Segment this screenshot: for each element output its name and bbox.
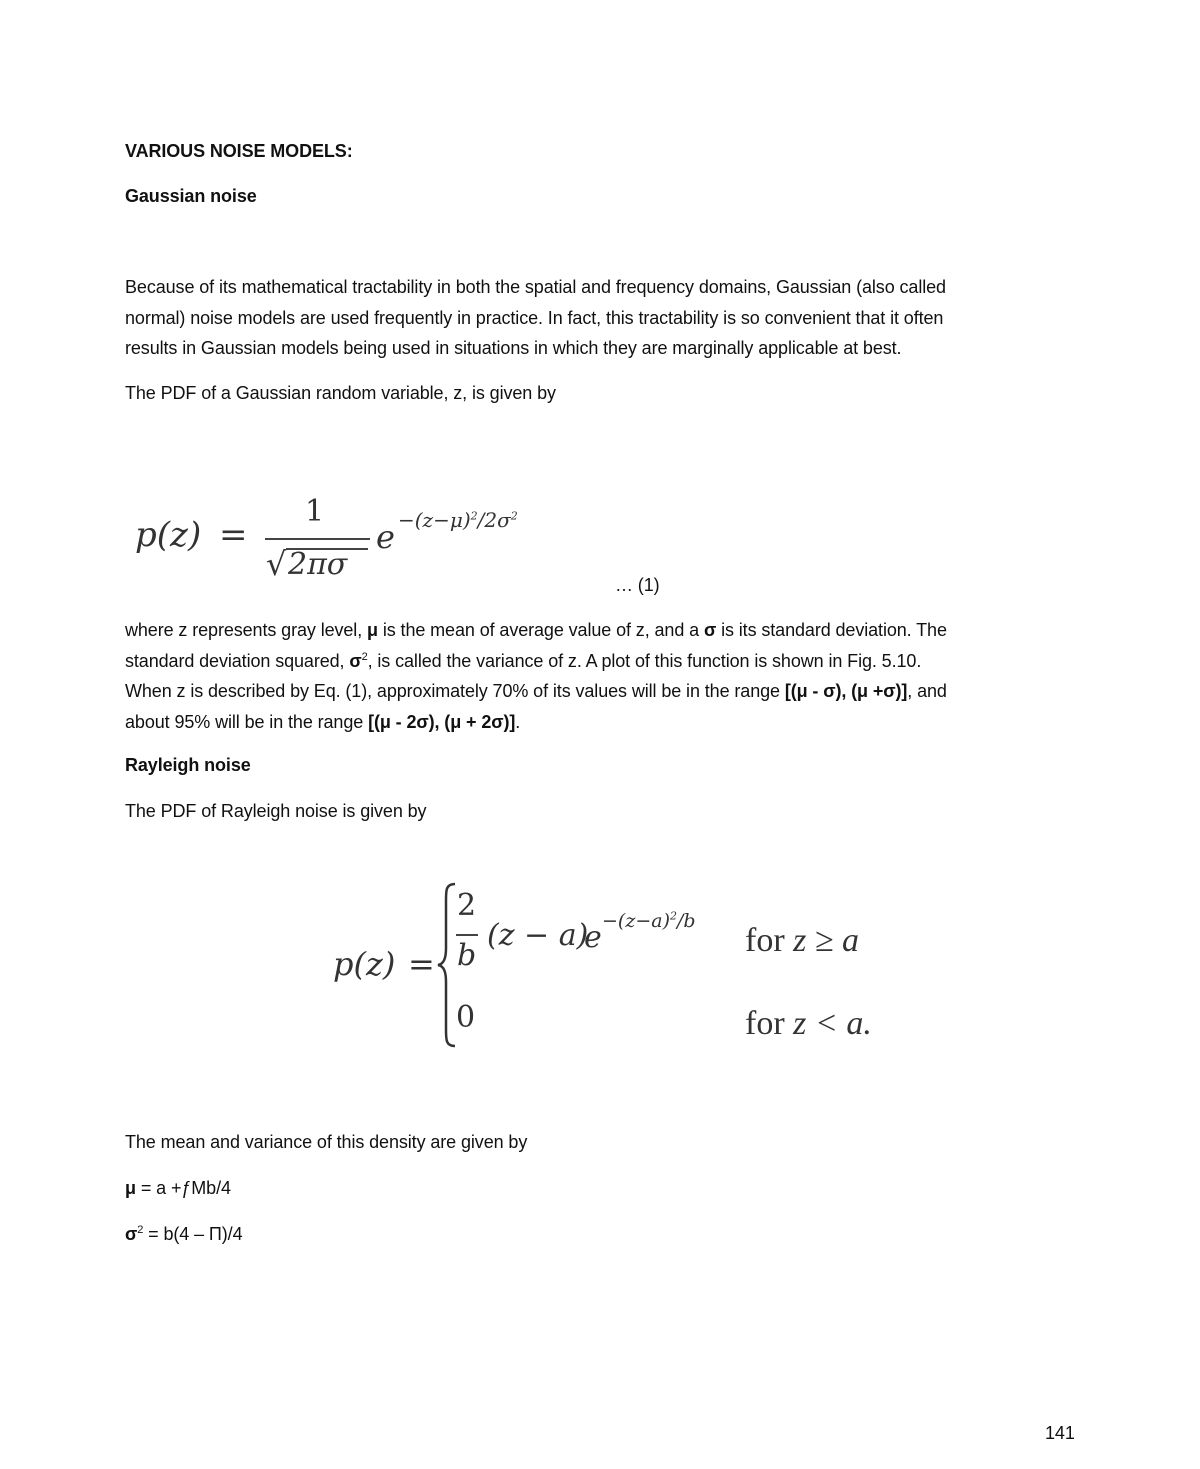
req-frac-den: b — [457, 938, 477, 973]
eq-exponent: $-(z-\mu)^2/2\sigma^2$ — [398, 508, 518, 532]
eq-lhs: p(z) — [135, 515, 202, 555]
eq-radical: √ — [266, 545, 287, 583]
gaussian-pdf-intro: The PDF of a Gaussian random variable, z, is given by — [125, 383, 556, 403]
gaussian-heading: Gaussian noise — [125, 186, 257, 206]
eq-denominator: 2πσ — [288, 547, 348, 582]
brace-icon — [436, 880, 458, 1050]
rayleigh-mean: μ = a +ƒMb/4 — [125, 1178, 231, 1198]
paragraph-line: about 95% will be in the range [(μ - 2σ), (μ + 2σ)]. — [125, 711, 521, 732]
req-exponent: $-(z-a)^2/b$ — [602, 909, 696, 932]
req-base: e — [584, 920, 602, 955]
paragraph-line: standard deviation squared, $\sigma^2$, is called the variance of z. A plot of this function is shown in Fig. 5.10. — [125, 650, 922, 671]
req-condition-1: for z ≥ a — [745, 922, 860, 959]
paragraph-line: normal) noise models are used frequently in practice. In fact, this tractability is so convenient that it often — [125, 307, 944, 328]
eq-fraction-bar — [265, 538, 370, 540]
req-condition-2: for z < a. — [745, 1005, 872, 1042]
eq-base: e — [376, 518, 395, 556]
req-factor: (z − a) — [487, 918, 589, 953]
paragraph-line: Because of its mathematical tractability in both the spatial and frequency domains, Gaussian (also called — [125, 277, 946, 297]
rayleigh-mean-intro: The mean and variance of this density are given by — [125, 1132, 528, 1152]
rayleigh-heading: Rayleigh noise — [125, 755, 251, 775]
eq-label: … (1) — [615, 575, 660, 595]
req-equals: = — [408, 945, 435, 983]
page-number: 141 — [1045, 1423, 1075, 1443]
req-zero: 0 — [456, 1000, 476, 1035]
paragraph-line: results in Gaussian models being used in situations in which they are marginally applicable at best. — [125, 338, 902, 358]
gaussian-explanation — [125, 615, 1085, 737]
rayleigh-pdf-intro: The PDF of Rayleigh noise is given by — [125, 801, 427, 821]
req-fraction-bar — [456, 934, 478, 936]
paragraph-line: where z represents gray level, μ is the mean of average value of z, and a σ is its standard deviation. The — [125, 620, 947, 640]
eq-numerator: 1 — [305, 494, 325, 529]
section-title: VARIOUS NOISE MODELS: — [125, 141, 353, 161]
paragraph-line: When z is described by Eq. (1), approximately 70% of its values will be in the range [(μ - σ), (μ +σ)], and — [125, 681, 947, 701]
eq-equals: = — [219, 515, 248, 555]
rayleigh-variance: $\sigma^2 = b(4 - \Pi)/4$ — [125, 1224, 243, 1244]
gaussian-paragraph — [125, 272, 1085, 364]
req-lhs: p(z) — [333, 945, 396, 983]
req-frac-num: 2 — [457, 888, 477, 923]
